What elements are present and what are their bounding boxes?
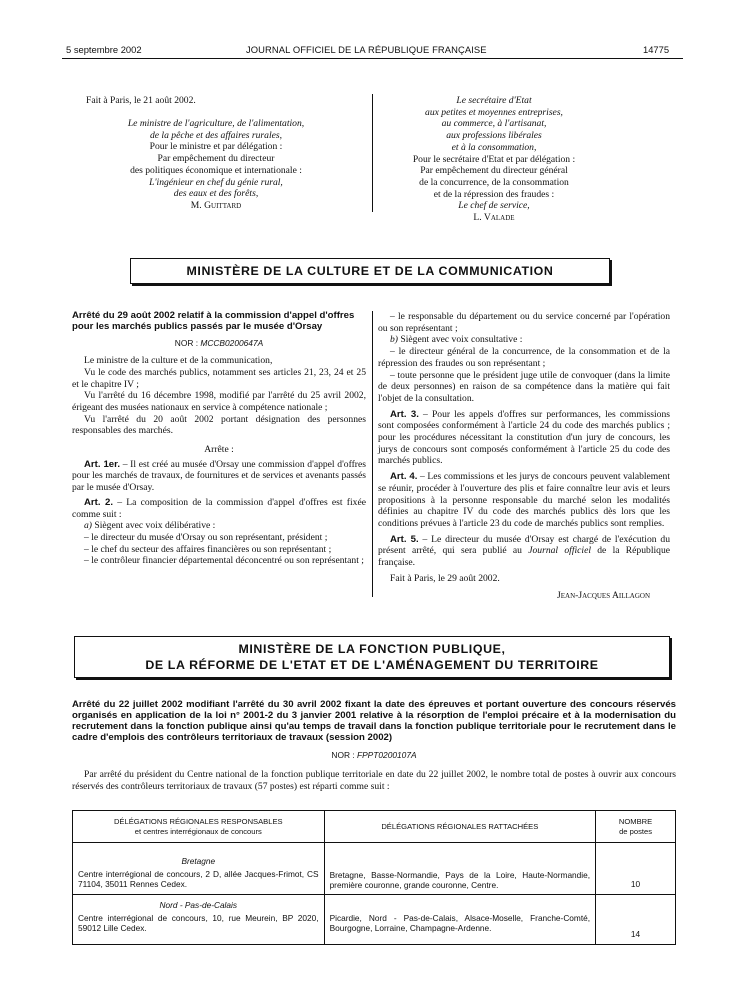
article-1 [72, 459, 366, 494]
column-divider [372, 311, 373, 597]
arrete-title: Arrêté du 29 août 2002 relatif à la commission d'appel d'offres pour les marchés publics passés par le musée d'Orsay [72, 310, 355, 332]
fait-date: Fait à Paris, le 29 août 2002. [390, 572, 500, 584]
sig-line: Le ministre de l'agriculture, de l'alimentation, [127, 118, 305, 129]
nor-line [72, 338, 366, 348]
table-cell [324, 843, 596, 895]
arrete-fonction-publique [72, 700, 676, 792]
article-3 [378, 409, 670, 468]
sig-line: des eaux et des forêts, [173, 188, 259, 200]
item-label: a) [84, 520, 92, 532]
ministry-heading: MINISTÈRE DE LA CULTURE ET DE LA COMMUNICATION [186, 264, 554, 278]
sig-line: et à la consommation, [451, 141, 537, 153]
article-label: Art. 1er. [84, 458, 121, 470]
sig-line: L'ingénieur en chef du génie rural, [149, 176, 283, 188]
arrete-culture-left [72, 311, 366, 567]
sig-line: Pour le secrétaire d'Etat et par délégation : [412, 153, 576, 165]
article-text: – Les commissions et les jurys de concours peuvent valablement se réunir, procéder à l'ouverture des plis et faire connaître leur avis et leurs propositions à la personne responsable du marché selon les modalités définies au chapitre IV du code des marchés publics dès lors que les conditions prévues à l'article 23 du code de marchés publics sont remplies. [378, 471, 670, 529]
item-b [378, 334, 670, 346]
sig-line: et de la répression des fraudes : [433, 188, 555, 200]
list-item: – le directeur général de la concurrence, de la consommation et de la répression des fraudes ou son représentant ; [378, 346, 670, 369]
ministry-heading-line1: MINISTÈRE DE LA FONCTION PUBLIQUE, [238, 642, 506, 656]
header-text: NOMBRE [618, 817, 653, 827]
header-date: 5 septembre 2002 [66, 44, 142, 55]
ministry-heading-line2: DE LA RÉFORME DE L'ETAT ET DE L'AMÉNAGEMENT DU TERRITOIRE [145, 658, 599, 672]
article-2 [72, 497, 366, 520]
table-row [73, 843, 676, 895]
column-divider [372, 94, 373, 212]
nor-line [72, 750, 676, 760]
table-header-row [73, 811, 676, 843]
postes-table [72, 810, 676, 945]
sig-name: L. Valade [473, 212, 515, 224]
header-rule [62, 58, 683, 59]
article-text: – Il est créé au musée d'Orsay une commission d'appel d'offres pour les marchés de travaux, de fournitures et de services et avenants passés par le musée d'Orsay. [72, 458, 366, 494]
article-label: Art. 2. [84, 496, 114, 508]
visa: Le ministre de la culture et de la communication, [84, 355, 273, 367]
item-a [72, 520, 366, 532]
column-header [596, 811, 676, 843]
sig-line: au commerce, à l'artisanat, [441, 118, 547, 130]
article-text-italic: Journal officiel [528, 545, 591, 557]
list-item: – le chef du secteur des affaires financières ou son représentant ; [84, 543, 332, 555]
posts-count: 14 [630, 928, 641, 939]
sig-line: Pour le ministre et par délégation : [149, 141, 283, 153]
header-text: de postes [619, 826, 652, 836]
table-cell [596, 895, 676, 945]
article-text: – La composition de la commission d'appel d'offres est fixée comme suit : [72, 496, 366, 520]
nor-value: FPPT0200107A [356, 749, 417, 760]
signature: Jean-Jacques Aillagon [557, 590, 650, 602]
article-label: Art. 3. [390, 408, 419, 420]
header-page-number: 14775 [643, 44, 670, 55]
sig-line: aux petites et moyennes entreprises, [425, 106, 563, 118]
list-item: – le contrôleur financier départemental déconcentré ou son représentant ; [84, 555, 364, 567]
ministry-heading-box [74, 636, 670, 678]
nor-label: NOR : [331, 749, 355, 760]
visa: Vu l'arrêté du 20 août 2002 portant désignation des personnes responsables des marchés. [72, 413, 366, 437]
region-name: Bretagne [181, 856, 216, 866]
sig-line: de la concurrence, de la consommation [419, 176, 569, 188]
centre-address: Centre interrégional de concours, 10, rue Meurein, BP 2020, 59012 Lille Cedex. [78, 913, 319, 934]
region-name: Nord - Pas-de-Calais [159, 900, 238, 910]
item-text: Siègent avec voix délibérative : [92, 520, 216, 532]
header-text: et centres interrégionaux de concours [134, 826, 262, 836]
nor-label: NOR : [174, 337, 199, 348]
intro-paragraph: Par arrêté du président du Centre national de la fonction publique territoriale en date du 22 juillet 2002, le nombre total de postes à ouvrir aux concours réservés des contrôleurs territoriaux de travaux (57 postes) est réparti comme suit : [72, 768, 676, 792]
arrete-label: Arrête : [204, 444, 234, 456]
arrete-culture-right [378, 311, 670, 602]
sig-line: Le chef de service, [458, 200, 530, 212]
sig-line: Par empêchement du directeur [157, 153, 275, 165]
prev-fait: Fait à Paris, le 21 août 2002. [86, 95, 196, 106]
column-header [73, 811, 325, 843]
article-label: Art. 4. [390, 471, 418, 483]
list-item: – le directeur du musée d'Orsay ou son représentant, président ; [84, 531, 328, 543]
table-cell [73, 843, 325, 895]
nor-value: MCCB0200647A [200, 337, 264, 348]
list-item: – toute personne que le président juge utile de convoquer (dans la limite de deux personnes) en raison de sa compétence dans la matière qui fait l'objet de la consultation. [378, 369, 670, 404]
item-text: Siègent avec voix consultative : [398, 334, 523, 346]
table-cell [73, 895, 325, 945]
prev-signature-left [66, 118, 366, 212]
sig-line: aux professions libérales [446, 130, 542, 142]
posts-count: 10 [630, 878, 641, 889]
ministry-heading-box [130, 258, 610, 284]
sig-line: Le secrétaire d'Etat [456, 95, 532, 106]
table-cell [596, 843, 676, 895]
table-row [73, 895, 676, 945]
sig-name: M. Guittard [190, 199, 242, 211]
article-text: de la République française. [378, 545, 670, 569]
table-cell [324, 895, 596, 945]
article-4 [378, 471, 670, 530]
article-text: – Le directeur du musée d'Orsay est chargé de l'exécution du présent arrêté, qui sera publié au [378, 533, 670, 557]
prev-signature-right [378, 95, 610, 224]
sig-line: de la pêche et des affaires rurales, [149, 129, 283, 141]
list-item: – le responsable du département ou du service concerné par l'opération ou son représentant ; [378, 311, 670, 334]
arrete-title: Arrêté du 22 juillet 2002 modifiant l'arrêté du 30 avril 2002 fixant la date des épreuves et portant ouverture des concours réservés organisés en application de la loi n° 2001-2 du 3 janvier 2001 relative à la résorption de l'emploi précaire et à la modernisation du recrutement dans la fonction publique ainsi qu'au temps de travail dans la fonction publique territoriale pour le recrutement dans le cadre d'emplois des contrôleurs territoriaux de travaux (session 2002) [72, 699, 676, 743]
header-text: DÉLÉGATIONS RÉGIONALES RESPONSABLES [113, 817, 283, 827]
header-journal-title: JOURNAL OFFICIEL DE LA RÉPUBLIQUE FRANÇAISE [246, 44, 487, 55]
centre-address: Centre interrégional de concours, 2 D, allée Jacques-Frimot, CS 71104, 35011 Rennes Cedex. [78, 869, 319, 890]
sig-line: des politiques économique et internationale : [130, 164, 302, 176]
visa: Vu le code des marchés publics, notamment ses articles 21, 23, 24 et 25 et le chapitre IV ; [72, 366, 366, 390]
attached-delegations: Bretagne, Basse-Normandie, Pays de la Loire, Haute-Normandie, première couronne, grande couronne, Centre. [329, 870, 591, 891]
article-5 [378, 534, 670, 569]
item-label: b) [390, 334, 398, 346]
visas [72, 355, 366, 437]
column-header: DÉLÉGATIONS RÉGIONALES RATTACHÉES [324, 811, 596, 843]
attached-delegations: Picardie, Nord - Pas-de-Calais, Alsace-Moselle, Franche-Comté, Bourgogne, Lorraine, Champagne-Ardenne. [329, 913, 591, 934]
sig-line: Par empêchement du directeur général [420, 165, 568, 177]
visa: Vu l'arrêté du 16 décembre 1998, modifié par l'arrêté du 25 avril 2002, érigeant des musées nationaux en service à compétence nationale ; [72, 390, 366, 413]
article-label: Art. 5. [390, 533, 419, 545]
article-text: – Pour les appels d'offres sur performances, les commissions sont composées conformément à l'article 24 du code des marchés publics ; pour les procédures nécessitant la constitution d'un jury de concours, les jurys de concours sont composés conformément à l'article 25 du code des marchés publics. [378, 408, 670, 467]
